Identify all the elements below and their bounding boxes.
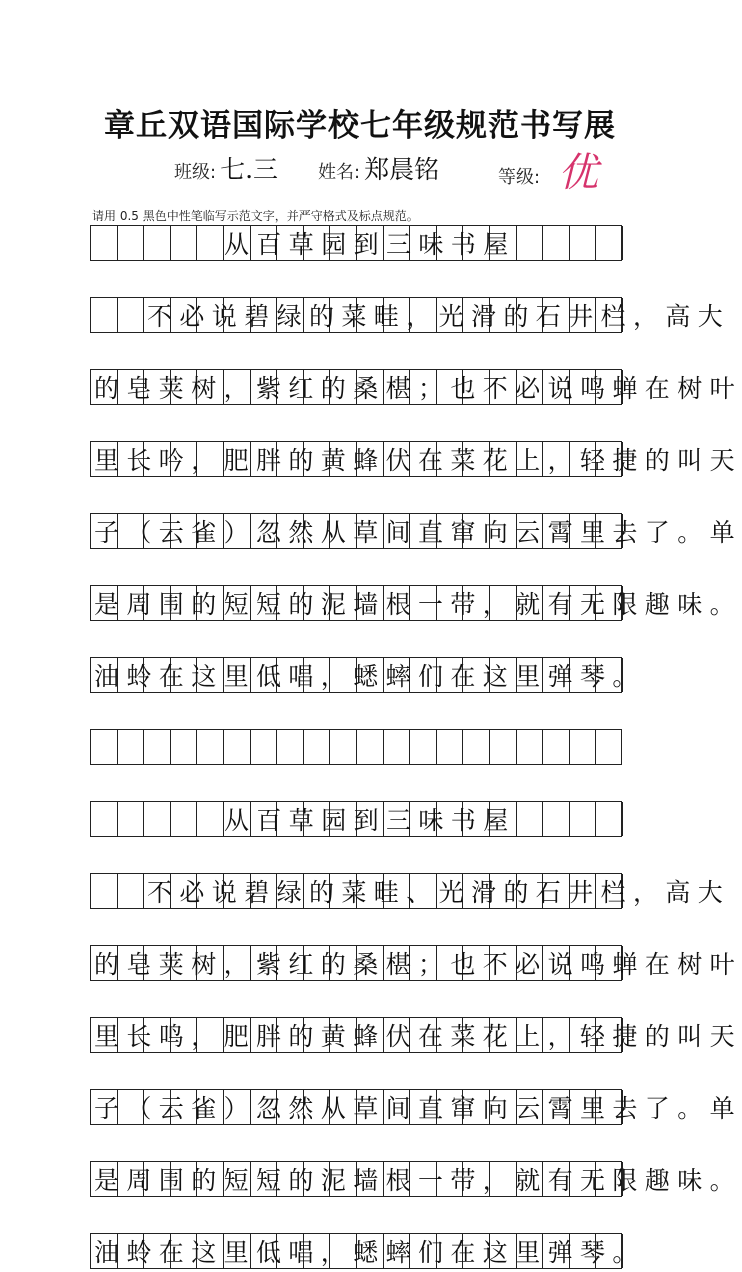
grid-cell — [357, 730, 384, 764]
class-label: 班级: — [174, 162, 217, 183]
grid-cell — [251, 730, 278, 764]
grade-label: 等级: — [498, 167, 541, 188]
grid-cell — [490, 730, 517, 764]
grid-row-title — [90, 801, 622, 837]
name-value: 郑晨铭 — [364, 155, 440, 184]
grid-cell — [277, 730, 304, 764]
grid-row-title — [90, 225, 622, 261]
grid-row — [90, 585, 742, 621]
grid-cell — [570, 730, 597, 764]
grid-cell — [437, 730, 464, 764]
grid-row — [90, 873, 731, 909]
grid-cell — [304, 730, 331, 764]
essay-line: 的皂荚树，紫红的桑椹；也不必说鸣蝉在树叶 — [94, 374, 742, 403]
instruction-text: 请用 0.5 黑色中性笔临写示范文字，并严守格式及标点规范。 — [92, 209, 419, 223]
grid-row — [90, 945, 742, 981]
grid-cell — [118, 730, 145, 764]
writing-grid — [90, 225, 742, 1269]
grid-row — [90, 513, 742, 549]
grid-cell — [517, 730, 544, 764]
essay-line: 不必说碧绿的菜畦、光滑的石井栏，高大 — [147, 878, 731, 907]
grid-cell — [144, 730, 171, 764]
grid-row — [90, 1161, 742, 1197]
essay-line: 油蛉在这里低唱，蟋蟀们在这里弹琴。 — [94, 1238, 645, 1267]
grid-cell — [91, 730, 118, 764]
grid-row — [90, 657, 645, 693]
essay-line: 子（云雀）忽然从草间直窜向云霄里去了。单 — [94, 518, 742, 547]
grid-cell — [224, 730, 251, 764]
page-title: 章丘双语国际学校七年级规范书写展 — [104, 108, 616, 144]
grid-row-empty — [90, 729, 622, 765]
grid-cell — [596, 730, 623, 764]
essay-line: 油蛉在这里低唱，蟋蟀们在这里弹琴。 — [94, 662, 645, 691]
grid-row — [90, 297, 731, 333]
grid-cell — [463, 730, 490, 764]
grid-cell — [410, 730, 437, 764]
grid-cell — [171, 730, 198, 764]
grid-row — [90, 441, 742, 477]
class-field — [174, 150, 278, 190]
grid-cell — [384, 730, 411, 764]
essay-title: 从百草园到三味书屋 — [224, 230, 516, 259]
grid-cell — [197, 730, 224, 764]
grid-row — [90, 1089, 742, 1125]
essay-line: 里长鸣，肥胖的黄蜂伏在菜花上，轻捷的叫天 — [94, 1022, 742, 1051]
essay-line: 不必说碧绿的菜畦，光滑的石井栏，高大 — [147, 302, 731, 331]
grade-value: 优 — [558, 150, 599, 196]
grid-row — [90, 1017, 742, 1053]
grid-cell — [330, 730, 357, 764]
essay-line: 是周围的短短的泥墙根一带，就有无限趣味。 — [94, 1166, 742, 1195]
class-value: 七.三 — [220, 155, 279, 184]
name-label: 姓名: — [318, 162, 361, 183]
essay-line: 的皂荚树，紫红的桑椹；也不必说鸣蝉在树叶 — [94, 950, 742, 979]
essay-line: 子（云雀）忽然从草间直窜向云霄里去了。单 — [94, 1094, 742, 1123]
grade-field — [498, 150, 599, 196]
grid-cell — [543, 730, 570, 764]
grid-row — [90, 1233, 645, 1269]
essay-line: 里长吟，肥胖的黄蜂伏在菜花上，轻捷的叫天 — [94, 446, 742, 475]
essay-line: 是周围的短短的泥墙根一带，就有无限趣味。 — [94, 590, 742, 619]
essay-title: 从百草园到三味书屋 — [224, 806, 516, 835]
grid-row — [90, 369, 742, 405]
name-field — [318, 150, 439, 190]
